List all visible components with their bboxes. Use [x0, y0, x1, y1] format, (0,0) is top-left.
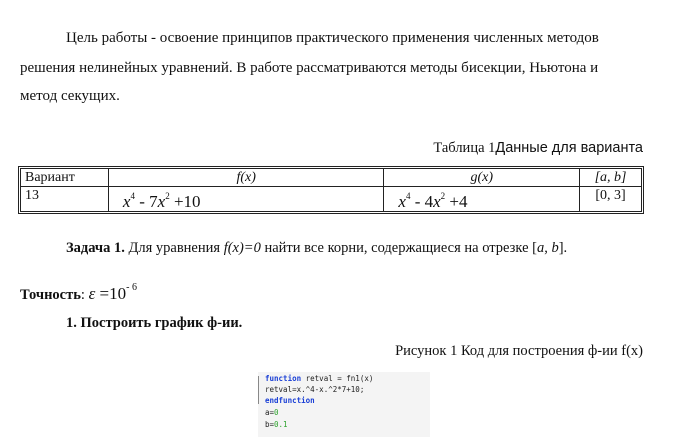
cell-g-formula: $x^4 - 4x^2 +4$: [384, 187, 580, 212]
variant-table: [20, 168, 642, 212]
intro-line-3: метод секущих.: [20, 88, 120, 104]
code-snippet: [258, 372, 430, 437]
intro-line-1: Цель работы - освоение принципов практического применения численных методов: [66, 30, 599, 46]
accuracy-line: Точность: $\varepsilon =10^{- 6}$: [20, 282, 137, 303]
code-line-2: retval=x.^4-x.^2*7+10;: [265, 385, 365, 394]
task-equation: f(x)=0: [223, 240, 261, 256]
intro-line-2: решения нелинейных уравнений. В работе рассматриваются методы бисекции, Ньютона и: [20, 60, 599, 76]
table-caption: [433, 140, 643, 157]
header-variant: Вариант: [21, 169, 109, 187]
code-line-4: a=0: [265, 408, 279, 417]
figure-caption: Рисунок 1 Код для построения ф-ии f(x): [395, 343, 643, 359]
code-line-3: endfunction: [265, 396, 315, 405]
table-row: [21, 187, 642, 212]
table-header-row: [21, 169, 642, 187]
header-f: f(x): [108, 169, 383, 187]
cell-interval: [0, 3]: [580, 187, 642, 212]
accuracy-label: Точность: [20, 287, 81, 303]
cell-f-formula: $x^4 - 7x^2 +10$: [108, 187, 383, 212]
code-fold-marker: [258, 376, 263, 404]
header-g: g(x): [384, 169, 580, 187]
table-caption-title: Данные для варианта: [495, 140, 643, 156]
step-1-heading: 1. Построить график ф-ии.: [66, 315, 243, 331]
cell-variant: 13: [21, 187, 109, 212]
code-line-1: function retval = fn1(x): [265, 374, 374, 383]
table-caption-prefix: Таблица 1: [433, 140, 496, 156]
code-line-5: b=0.1: [265, 420, 288, 429]
task-label: Задача 1.: [66, 240, 125, 256]
epsilon-symbol: ε: [88, 284, 96, 303]
header-interval: [a, b]: [580, 169, 642, 187]
task-1-statement: Задача 1. Для уравнения f(x)=0 найти все корни, содержащиеся на отрезке [a, b].: [66, 240, 568, 256]
